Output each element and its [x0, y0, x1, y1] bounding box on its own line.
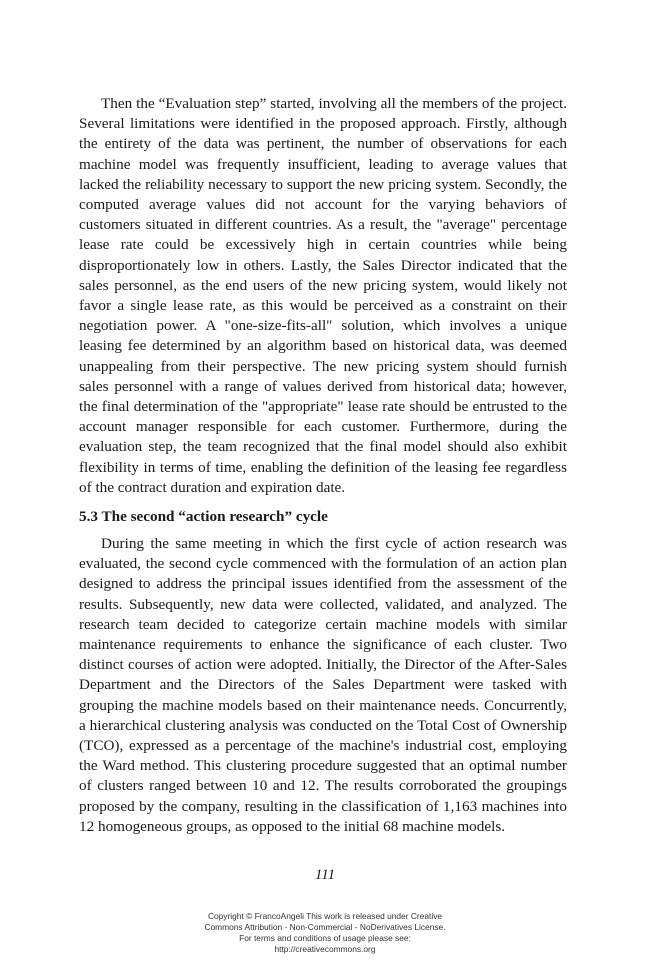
paragraph-text: Then the “Evaluation step” started, involving all the members of the project. Several limitations were identified in the proposed approach. Firstly, although the entirety of the data was pertinent, the number of observations for each machine model was frequently insufficient, leading to average values that lacked the reliability necessary to support the new pricing system. Secondly, the computed average values did not account for the varying behaviors of customers situated in different countries. As a result, the "average" percentage lease rate could be excessively high in certain countries while being disproportionately low in others. Lastly, the Sales Director indicated that the sales personnel, as the end users of the new pricing system, would likely not favor a single lease rate, as this would be perceived as a constraint on their negotiation power. A "one-size-fits-all" solution, which involves a unique leasing fee determined by an algorithm based on historical data, was deemed unappealing from their perspective. The new pricing system should furnish sales personnel with a range of values derived from historical data; however, the final determination of the "appropriate" lease rate should be entrusted to the account manager responsible for each customer. Furthermore, during the evaluation step, the team recognized that the final model should also exhibit flexibility in terms of time, enabling the definition of the leasing fee regardless of the contract duration and expiration date. [79, 95, 567, 496]
body-paragraph-evaluation-step [79, 94, 567, 498]
footer-line: Copyright © FrancoAngeli This work is released under Creative [207, 911, 443, 921]
footer-line: Commons Attribution - Non-Commercial - NoDerivatives License. [204, 922, 446, 932]
page-number: 111 [314, 867, 336, 883]
footer-line: For terms and conditions of usage please see: [239, 933, 411, 943]
footer-link[interactable]: http://creativecommons.org [274, 944, 376, 954]
body-paragraph-second-cycle [79, 534, 567, 837]
section-heading: 5.3 The second “action research” cycle [79, 508, 328, 525]
copyright-footer [0, 911, 650, 955]
paragraph-text: During the same meeting in which the first cycle of action research was evaluated, the second cycle commenced with the formulation of an action plan designed to address the principal issues identified from the assessment of the results. Subsequently, new data were collected, validated, and analyzed. The research team decided to categorize certain machine models with similar maintenance requirements to enhance the significance of each cluster. Two distinct courses of action were adopted. Initially, the Director of the After-Sales Department and the Directors of the Sales Department were tasked with grouping the machine models based on their maintenance needs. Concurrently, a hierarchical clustering analysis was conducted on the Total Cost of Ownership (TCO), expressed as a percentage of the machine's industrial cost, employing the Ward method. This clustering procedure suggested that an optimal number of clusters ranged between 10 and 12. The results corroborated the groupings proposed by the company, resulting in the classification of 1,163 machines into 12 homogeneous groups, as opposed to the initial 68 machine models. [79, 535, 567, 835]
